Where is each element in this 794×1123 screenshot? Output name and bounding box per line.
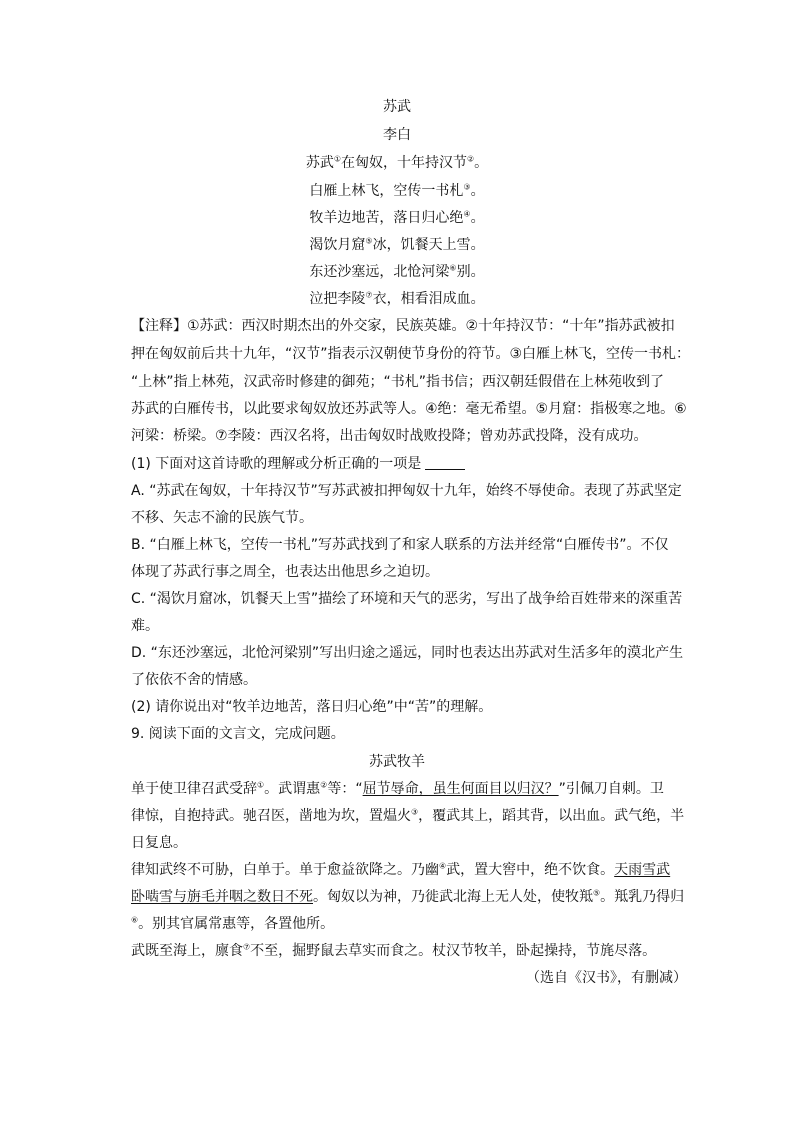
poem-line: 白雁上林飞，空传一书札③。 (309, 182, 485, 199)
footnote-marker: ① (257, 780, 265, 790)
answer-blank[interactable] (425, 455, 465, 470)
poem-line: 东还沙塞远，北怆河梁⑥别。 (309, 263, 485, 280)
footnote-marker: ④ (439, 861, 447, 871)
footnote-marker: ① (333, 154, 341, 164)
option-d-cont: 了依依不舍的情感。 (131, 672, 257, 688)
footnote-marker: ③ (463, 182, 471, 192)
prose-line: 卧啮雪与旃毛并咽之数日不死。匈奴以为神，乃徙武北海上无人处，使牧羝⑤。羝乳乃得归 (131, 888, 685, 905)
option-a-cont: 不移、矢志不渝的民族气节。 (131, 510, 313, 526)
footnote-marker: ⑤ (593, 888, 601, 898)
prose-line: 武既至海上，廪食⑦不至，掘野鼠去草实而食之。杖汉节牧羊，卧起操持，节旄尽落。 (131, 942, 657, 959)
footnote-marker: ⑦ (365, 290, 373, 300)
prose-line: 律惊，自抱持武。驰召医，凿地为坎，置煴火③，覆武其上，蹈其背，以出血。武气绝，半 (131, 807, 685, 824)
source-citation: （选自《汉书》，有删减） (526, 970, 687, 986)
footnote-marker: ⑥ (131, 915, 139, 925)
poem-line: 苏武①在匈奴，十年持汉节②。 (305, 154, 489, 171)
prose-title: 苏武牧羊 (369, 754, 425, 770)
option-b: B. “白雁上林飞，空传一书札”写苏武找到了和家人联系的方法并经常“白雁传书”。不仅 (131, 537, 669, 553)
footnote-marker: ⑤ (365, 236, 373, 246)
question-9: 9. 阅读下面的文言文，完成问题。 (131, 726, 345, 742)
notes-line: “上林”指上林苑，汉武帝时修建的御苑；“书札”指书信；西汉朝廷假借在上林苑收到了 (131, 374, 665, 390)
prose-line: 日复息。 (131, 835, 187, 851)
option-c-cont: 难。 (131, 618, 159, 634)
underlined-sentence: 屈节辱命，虽生何面目以归汉？ (362, 781, 559, 797)
poem-author: 李白 (383, 127, 411, 143)
notes-line: 河梁：桥梁。⑦李陵：西汉名将，出击匈奴时战败投降；曾劝苏武投降，没有成功。 (131, 428, 648, 444)
option-b-cont: 体现了苏武行事之周全，也表达出他思乡之迫切。 (131, 564, 439, 580)
poem-line: 渴饮月窟⑤冰，饥餐天上雪。 (309, 236, 485, 253)
question-2: (2) 请你说出对“牧羊边地苦，落日归心绝”中“苦”的理解。 (131, 699, 493, 715)
footnote-marker: ② (320, 780, 328, 790)
notes-line: 苏武的白雁传书，以此要求匈奴放还苏武等人。④绝：毫无希望。⑤月窟：指极寒之地。⑥ (131, 401, 687, 417)
underlined-sentence: 卧啮雪与旃毛并咽之数日不死 (131, 889, 313, 905)
option-d: D. “东还沙塞远，北怆河梁别”写出归途之遥远，同时也表达出苏武对生活多年的漠北产生 (131, 645, 684, 661)
notes-line: 押在匈奴前后共十九年，“汉节”指表示汉朝使节身份的符节。③白雁上林飞，空传一书札： (131, 346, 691, 362)
prose-line: ⑥。别其官属常惠等，各置他所。 (131, 915, 335, 932)
footnote-marker: ⑦ (243, 942, 251, 952)
option-a: A. “苏武在匈奴，十年持汉节”写苏武被扣押匈奴十九年，始终不辱使命。表现了苏武坚定 (131, 483, 682, 499)
option-c: C. “渴饮月窟冰，饥餐天上雪”描绘了环境和天气的恶劣，写出了战争给百姓带来的深重苦 (131, 591, 683, 607)
footnote-marker: ④ (463, 209, 471, 219)
poem-line: 泣把李陵⑦衣，相看泪成血。 (309, 290, 485, 307)
footnote-marker: ③ (411, 807, 419, 817)
prose-line: 单于使卫律召武受辞①。武谓惠②等：“屈节辱命，虽生何面目以归汉？”引佩刀自刺。卫 (131, 780, 664, 797)
prose-line: 律知武终不可胁，白单于。单于愈益欲降之。乃幽④武，置大窖中，绝不饮食。天雨雪武 (131, 861, 671, 878)
footnote-marker: ⑥ (449, 263, 457, 273)
underlined-sentence: 天雨雪武 (614, 862, 671, 878)
question-1-stem: (1) 下面对这首诗歌的理解或分析正确的一项是 (131, 453, 465, 473)
poem-title: 苏武 (383, 99, 411, 115)
footnote-marker: ② (467, 154, 475, 164)
notes-line: 【注释】①苏武：西汉时期杰出的外交家，民族英雄。②十年持汉节：“十年”指苏武被扣 (131, 318, 675, 334)
poem-line: 牧羊边地苦，落日归心绝④。 (309, 209, 485, 226)
